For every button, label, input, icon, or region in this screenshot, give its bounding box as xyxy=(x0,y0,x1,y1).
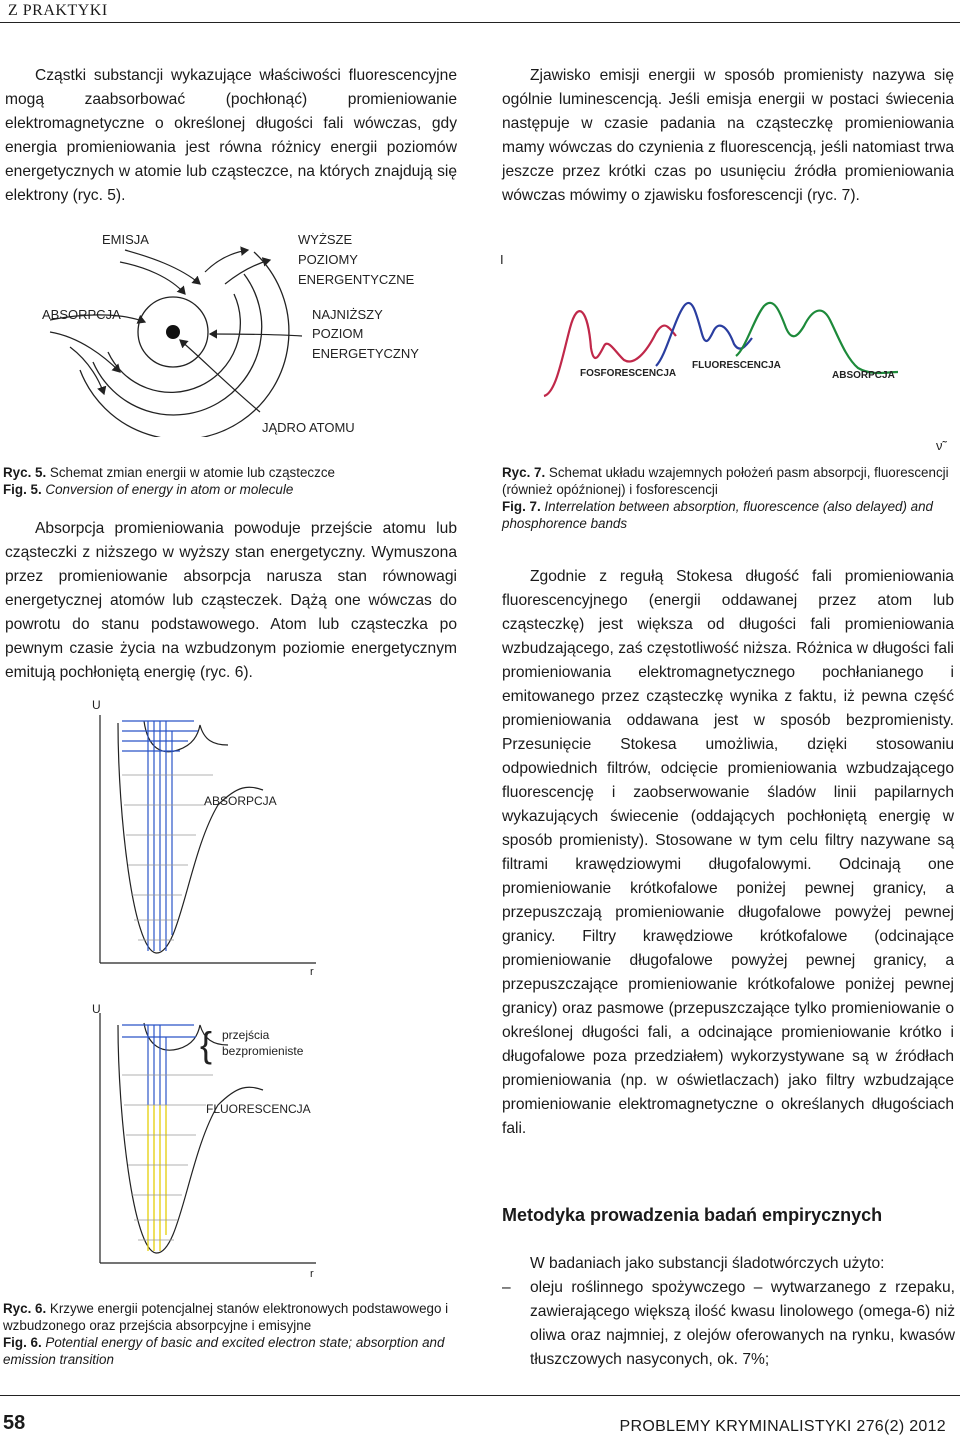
figure-5-caption: Ryc. 5. Schemat zmian energii w atomie lub cząsteczce Fig. 5. Conversion of energy in atom or molecule xyxy=(3,465,335,497)
label-przejscia: przejścia xyxy=(222,1028,270,1042)
atom-nucleus xyxy=(166,325,180,339)
right-paragraph-1: Zjawisko emisji energii w sposób promienisty nazywa się ogólnie luminescencją. Jeśli emisja energii w postaci świecenia następuje w czasie padania na cząsteczkę promieniowania mamy wówczas do czynienia z fluorescencją, jeśli natomiast trwa jeszcze przez krótki czas po usunięciu źródła promieniowania wówczas mówimy o zjawisku fosforescencji (ryc. 7). xyxy=(502,67,954,204)
label-energentyczne: ENERGENTYCZNE xyxy=(298,272,415,287)
figure-7-caption: Ryc. 7. Schemat układu wzajemnych położeń pasm absorpcji, fluorescencji (również opóźnionej) i fosforescencji Fig. 7. Interrelation between absorption, fluorescence (also delayed) and phosphorence bands xyxy=(502,465,949,531)
figure-6-potential-energy xyxy=(88,695,348,1285)
label-najnizszy: NAJNIŻSZY xyxy=(312,307,383,322)
list-item-1: oleju roślinnego spożywczego – wytwarzanego z rzepaku, zawierającego większą ilość kwasu linolowego (omega-6) niż oliwa oraz najmniej, z olejów oferowanych na rynku, kwasów tłuszczowych nasyconych, ok. 7%; xyxy=(530,1279,955,1368)
label-emisja: EMISJA xyxy=(102,232,149,247)
label-poziomy: POZIOMY xyxy=(298,252,358,267)
figure-6-caption: Ryc. 6. Krzywe energii potencjalnej stanów elektronowych podstawowego i wzbudzonego oraz przejścia absorpcyjne i emisyjne Fig. 6. Potential energy of basic and excited electron state; absorption and emission transition xyxy=(3,1301,449,1367)
figure-7-spectral-bands xyxy=(496,248,958,453)
excitation-arrow xyxy=(205,250,248,272)
label-absorpcja: ABSORPCJA xyxy=(42,307,121,322)
label-absorpcja-fig6: ABSORPCJA xyxy=(204,794,277,808)
label-fluorescencja-fig7: FLUORESCENCJA xyxy=(692,360,781,371)
left-paragraph-2: Absorpcja promieniowania powoduje przejście atomu lub cząsteczki z niższego w wyższy stan energetyczny. Wymuszona przez promieniowanie absorpcja narusza stan równowagi energetycznej atomów lub cząsteczek. Dążą one wówczas do powrotu do stanu podstawowego. Atom lub cząsteczka po pewnym czasie życia na wzbudzonym poziomie energetycznym emitują pochłoniętą energię (ryc. 6). xyxy=(5,520,457,681)
section-header: Z PRAKTYKI xyxy=(8,2,108,19)
fluorescence-curve xyxy=(656,303,752,366)
label-fosforescencja: FOSFORESCENCJA xyxy=(580,368,677,379)
absorption-arrow xyxy=(50,332,120,372)
emission-arrow xyxy=(125,250,200,284)
journal-title: PROBLEMY KRYMINALISTYKI 276(2) 2012 xyxy=(619,1418,946,1435)
header-divider xyxy=(0,22,960,23)
axis-y-label: I xyxy=(500,252,504,267)
emission-arrow xyxy=(120,262,185,294)
svg-text:U: U xyxy=(92,698,101,712)
svg-text:r: r xyxy=(310,1268,314,1280)
label-poziom: POZIOM xyxy=(312,326,364,341)
label-jadro-atomu: JĄDRO ATOMU xyxy=(262,420,355,435)
label-absorpcja-fig7: ABSORPCJA xyxy=(832,370,895,381)
phosphorescence-curve xyxy=(544,311,676,396)
label-wyzsze: WYŻSZE xyxy=(298,232,353,247)
section-intro: W badaniach jako substancji śladotwórczych użyto: xyxy=(530,1255,885,1272)
left-paragraph-1: Cząstki substancji wykazujące właściwości fluorescencyjne mogą zaabsorbować (pochłonąć) promieniowanie elektromagnetyczne o określonej długości fali wówczas, gdy energia promieniowania jest równa różnicy energii poziomów energetycznych w atomie lub cząsteczce, na których znajdują się elektrony (ryc. 5). xyxy=(5,67,457,204)
ground-level-arrow xyxy=(210,334,302,336)
page-number: 58 xyxy=(3,1412,26,1434)
figure-5-atom-diagram xyxy=(30,222,470,437)
svg-text:r: r xyxy=(310,966,314,978)
label-energetyczny: ENERGETYCZNY xyxy=(312,346,419,361)
footer-divider xyxy=(0,1395,960,1396)
section-title: Metodyka prowadzenia badań empirycznych xyxy=(502,1205,883,1225)
list-dash: – xyxy=(502,1279,511,1296)
excitation-arrow xyxy=(225,260,270,284)
label-fluorescencja-fig6: FLUORESCENCJA xyxy=(206,1102,311,1116)
svg-text:{: { xyxy=(200,1024,213,1065)
axis-x-label: ν̃ xyxy=(936,438,943,453)
right-paragraph-2: Zgodnie z regułą Stokesa długość fali promieniowania fluorescencyjnego (energii oddawanej przez atom lub cząsteczkę) jest większa od długości fali promieniowania wzbudzającego, zaś częstotliwość niższa. Różnica w długości fali promieniowania elektromagnetycznego pochłanianego i emitowanego przez cząsteczkę wynika z faktu, iż pewna część promieniowania oddawana jest w sposób bezpromienisty. Przesunięcie Stokesa umożliwia, dzięki stosowaniu odpowiednich filtrów, odcięcie promieniowania wzbudzającego fluorescencję i zaobserwowanie śladów linii papilarnych wykazujących świecenie (oddających pochłoniętą energię w sposób promienisty). Stosowane w tym celu filtry nazywane są filtrami krawędziowymi długofalowymi. Odcinają one promieniowanie krótkofalowe poniżej pewnej granicy, a przepuszczają promieniowanie długofalowe powyżej pewnej granicy. Filtry krawędziowe krótkofalowe (odcinające promieniowanie długofalowe powyżej pewnej granicy, a przepuszczające promieniowanie krótkofalowe poniżej pewnej granicy) oraz pasmowe (przepuszczające tylko promieniowanie o określonej długości fali, a odcinające promieniowanie krótko i długofalowe poza przedziałem) wykorzystywane są w źródłach promieniowania (np. w oświetlaczach) jako filtry wzbudzające promieniowanie elektromagnetyczne o określanych długościach fali. xyxy=(502,568,954,1137)
label-bezpromieniste: bezpromieniste xyxy=(222,1044,304,1058)
figure-6-fluorescence-panel xyxy=(92,1002,316,1280)
figure-6-absorption-panel xyxy=(92,698,316,978)
svg-text:U: U xyxy=(92,1002,101,1016)
